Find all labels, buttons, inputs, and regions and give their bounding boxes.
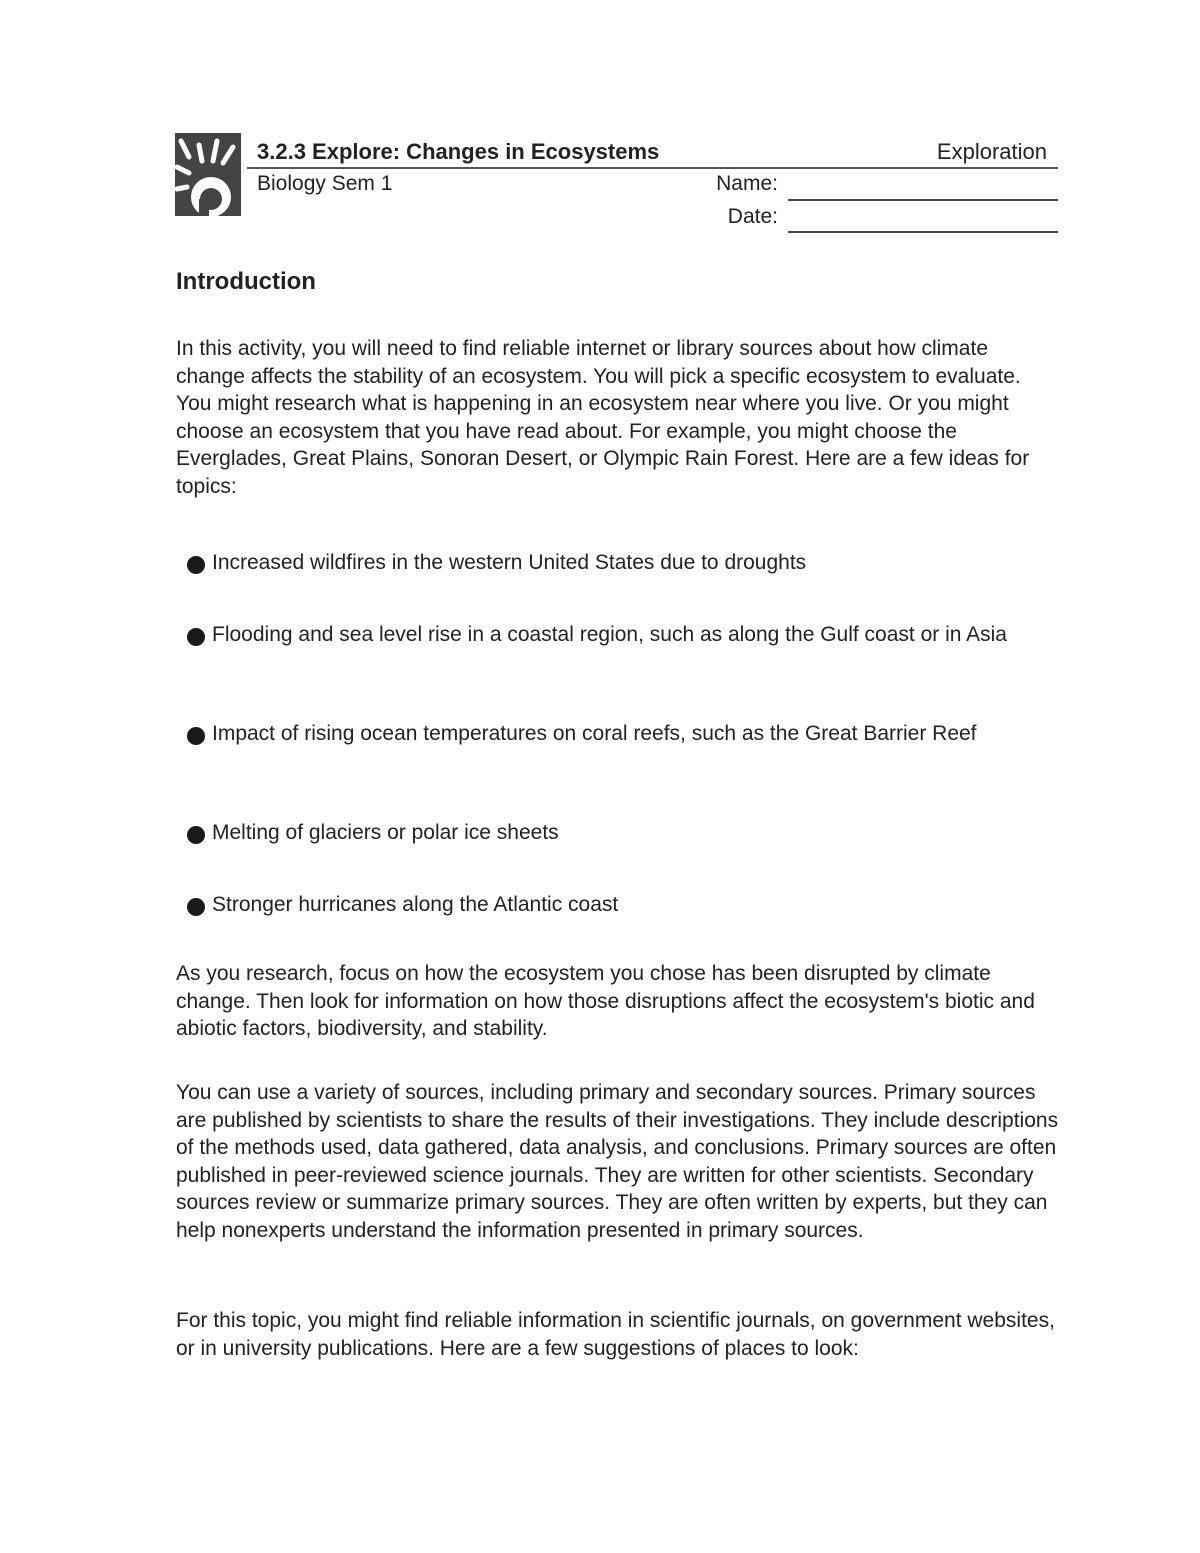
list-item-text: Increased wildfires in the western United States due to droughts [212, 551, 807, 574]
list-item-text: Melting of glaciers or polar ice sheets [212, 821, 559, 844]
list-item [187, 545, 1057, 580]
sources-paragraph: You can use a variety of sources, including primary and secondary sources. Primary sources are published by scientists to share the results of their investigations. They include descriptions of the methods used, data gathered, data analysis, and conclusions. Primary sources are often published in peer-reviewed science journals. They are written for other scientists. Secondary sources review or summarize primary sources. They are often written by experts, but they can help nonexperts understand the information presented in primary sources. [176, 1081, 1059, 1242]
list-item [187, 815, 1057, 850]
date-label: Date: [727, 205, 778, 228]
name-field[interactable] [788, 199, 1058, 201]
name-label: Name: [716, 172, 778, 195]
list-item-text: Stronger hurricanes along the Atlantic coast [212, 893, 619, 916]
list-item [187, 716, 1057, 751]
course-name: Biology Sem 1 [257, 172, 393, 195]
header-divider [247, 167, 1058, 169]
bullet-icon [187, 628, 205, 646]
bullet-icon [187, 898, 205, 916]
list-item [187, 617, 1057, 652]
list-item-text: Impact of rising ocean temperatures on coral reefs, such as the Great Barrier Reef [212, 722, 977, 745]
bullet-icon [187, 826, 205, 844]
intro-paragraph: In this activity, you will need to find reliable internet or library sources about how climate change affects the stability of an ecosystem. You will pick a specific ecosystem to evaluate. You might research what is happening in an ecosystem near where you live. Or you might choose an ecosystem that you have read about. For example, you might choose the Everglades, Great Plains, Sonoran Desert, or Olympic Rain Forest. Here are a few ideas for topics: [176, 337, 1030, 498]
research-focus-paragraph: As you research, focus on how the ecosystem you chose has been disrupted by climate change. Then look for information on how those disruptions affect the ecosystem's biotic and abiotic factors, biodiversity, and stability. [176, 962, 1035, 1040]
page-title: 3.2.3 Explore: Changes in Ecosystems [257, 139, 660, 164]
activity-type-label: Exploration [936, 139, 1047, 164]
date-field[interactable] [788, 231, 1058, 233]
bullet-icon [187, 727, 205, 745]
where-to-look-paragraph: For this topic, you might find reliable information in scientific journals, on government websites, or in university publications. Here are a few suggestions of places to look: [176, 1309, 1055, 1360]
list-item-text: Flooding and sea level rise in a coastal region, such as along the Gulf coast or in Asia [212, 623, 1007, 646]
list-item [187, 887, 1057, 922]
sunburst-logo-icon [175, 133, 241, 216]
bullet-icon [187, 556, 205, 574]
section-heading: Introduction [176, 268, 316, 295]
